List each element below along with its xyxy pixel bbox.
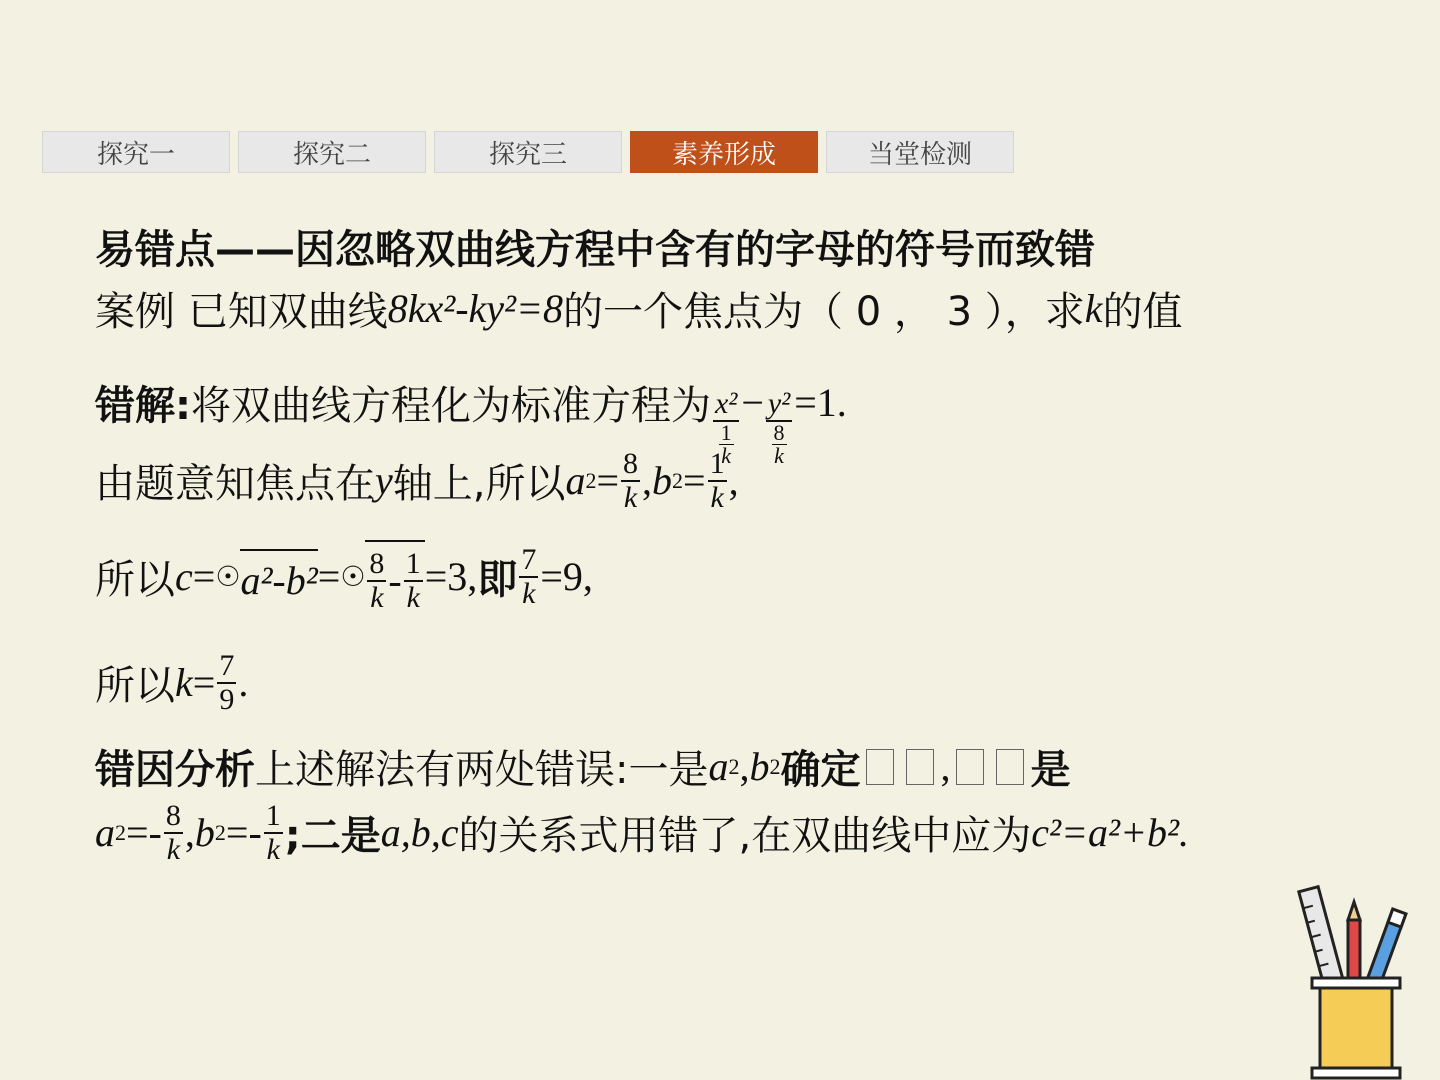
frac-den: 9 bbox=[219, 682, 235, 716]
end: =9, bbox=[540, 554, 593, 599]
eq: = bbox=[192, 554, 216, 599]
sqrt-radicand: a²-b² bbox=[240, 549, 317, 604]
case-var: k bbox=[1084, 286, 1103, 331]
end: . bbox=[238, 660, 249, 705]
var-abc: a,b,c bbox=[380, 810, 459, 855]
analysis-text2: 确定 bbox=[780, 747, 861, 793]
var-b: b bbox=[652, 458, 673, 503]
k-result-line bbox=[95, 650, 248, 715]
tab-literacy[interactable]: 素养形成 bbox=[630, 131, 818, 173]
minus-sign: − bbox=[741, 379, 764, 425]
analysis-text1: 上述解法有两处错误:一是 bbox=[255, 747, 709, 793]
sub-den: k bbox=[721, 442, 732, 468]
page-title: 易错点——因忽略双曲线方程中含有的字母的符号而致错 bbox=[95, 227, 1095, 273]
analysis-line: 错因分析 上述解法有两处错误:一是 a 2 , b 2 确定 , 是 bbox=[95, 738, 1070, 795]
missing-glyph-box bbox=[956, 749, 984, 785]
eq-neg: =- bbox=[225, 810, 262, 855]
frac-den: k bbox=[166, 832, 181, 866]
eq3: =3, bbox=[424, 554, 478, 599]
frac-num: 1 bbox=[265, 799, 281, 832]
missing-glyph-box bbox=[996, 749, 1024, 785]
frac-den: k bbox=[266, 832, 280, 866]
focus-line: 由题意知焦点在 y 轴上,所以 a 2 = $\frac{8}{k}$ , b 2 = $\frac{1}{k}$ , bbox=[95, 447, 739, 514]
tab-class-test[interactable]: 当堂检测 bbox=[826, 131, 1014, 173]
pencil-cup-icon bbox=[1290, 880, 1420, 1080]
case-line bbox=[95, 280, 1183, 337]
tab-bar bbox=[42, 131, 1014, 173]
minus: - bbox=[388, 558, 402, 603]
sqrt-fractions bbox=[365, 540, 424, 613]
missing-glyph-box bbox=[906, 749, 934, 785]
frac-den: k bbox=[522, 576, 536, 610]
sub-num: 1 bbox=[720, 419, 732, 445]
tab-explore-1[interactable]: 探究一 bbox=[42, 131, 230, 173]
wrong-label: 错解: bbox=[95, 382, 191, 429]
frac-num: y² bbox=[767, 387, 791, 420]
frac-den: k bbox=[370, 580, 384, 614]
var-a: a bbox=[565, 458, 586, 503]
fraction-8-k bbox=[621, 448, 640, 513]
fraction-1-k bbox=[708, 448, 727, 513]
frac-num: 7 bbox=[219, 649, 235, 682]
eq2: = bbox=[317, 554, 341, 599]
fraction-1-k bbox=[404, 548, 423, 613]
var-c: c bbox=[175, 554, 193, 599]
correction-line: a 2 =- $\frac{8}{k}$ , b 2 =- $\frac{1}{k}$ ;二是 a,b,c 的关系式用错了,在双曲线中应为 c²=a²+b². bbox=[95, 799, 1189, 866]
line3-text1: 由题意知焦点在 bbox=[95, 461, 375, 507]
formula: c²=a²+b². bbox=[1031, 810, 1189, 855]
frac-num: 8 bbox=[369, 547, 385, 580]
var-a: a bbox=[708, 744, 729, 789]
var-y: y bbox=[375, 458, 393, 503]
sqrt-glyph: ☉ bbox=[340, 560, 366, 593]
tab-explore-3[interactable]: 探究三 bbox=[434, 131, 622, 173]
eq-neg: =- bbox=[126, 810, 162, 855]
wrong-text: 将双曲线方程化为标准方程为 bbox=[191, 382, 711, 429]
frac-den: k bbox=[623, 480, 638, 514]
missing-glyph-box bbox=[866, 749, 894, 785]
case-equation: 8kx²-ky²=8 bbox=[387, 286, 564, 331]
fraction-8-k bbox=[367, 548, 386, 613]
var-b: b bbox=[749, 744, 770, 789]
analysis-text3: 是 bbox=[1030, 747, 1071, 793]
end-comma: , bbox=[728, 458, 739, 503]
comma: , bbox=[940, 744, 951, 789]
eq: = bbox=[192, 660, 216, 705]
sub-den: k bbox=[774, 442, 784, 468]
c-line bbox=[95, 540, 593, 613]
comma: , bbox=[642, 458, 653, 503]
frac-num: 8 bbox=[623, 447, 639, 480]
line7-text2: 的关系式用错了,在双曲线中应为 bbox=[458, 813, 1032, 859]
fraction-8-k bbox=[164, 800, 183, 865]
frac-den: k bbox=[406, 580, 420, 614]
case-middle: 的一个焦点为（ 0 ， 3 ），求 bbox=[563, 289, 1085, 335]
line7-text1: ;二是 bbox=[284, 813, 381, 859]
var-a: a bbox=[95, 810, 115, 855]
fraction-y2 bbox=[766, 388, 792, 467]
ji: 即 bbox=[477, 557, 518, 603]
frac-num: 8 bbox=[165, 799, 181, 832]
frac-num: 1 bbox=[709, 447, 725, 480]
frac-num: 7 bbox=[521, 543, 537, 576]
sub-num: 8 bbox=[773, 419, 785, 445]
analysis-label: 错因分析 bbox=[95, 747, 255, 793]
fraction-7-9 bbox=[217, 650, 236, 715]
var-b: b bbox=[194, 810, 215, 855]
line4-text1: 所以 bbox=[95, 557, 175, 603]
sqrt-glyph: ☉ bbox=[215, 560, 241, 593]
eq: = bbox=[683, 458, 706, 503]
line3-text2: 轴上,所以 bbox=[392, 461, 566, 507]
case-suffix: 的值 bbox=[1102, 289, 1183, 335]
line5-text1: 所以 bbox=[95, 663, 175, 709]
eq: = bbox=[596, 458, 620, 503]
equals-one: =1. bbox=[794, 379, 847, 425]
frac-den: k bbox=[710, 480, 724, 514]
fraction-1-k bbox=[264, 800, 283, 865]
fraction-7-k bbox=[519, 544, 538, 609]
frac-num: x² bbox=[715, 387, 738, 420]
comma: , bbox=[739, 744, 750, 789]
frac-den bbox=[772, 419, 787, 468]
frac-num: 1 bbox=[405, 547, 421, 580]
tab-explore-2[interactable]: 探究二 bbox=[238, 131, 426, 173]
case-prefix: 案例 已知双曲线 bbox=[95, 289, 388, 335]
var-k: k bbox=[175, 660, 193, 705]
